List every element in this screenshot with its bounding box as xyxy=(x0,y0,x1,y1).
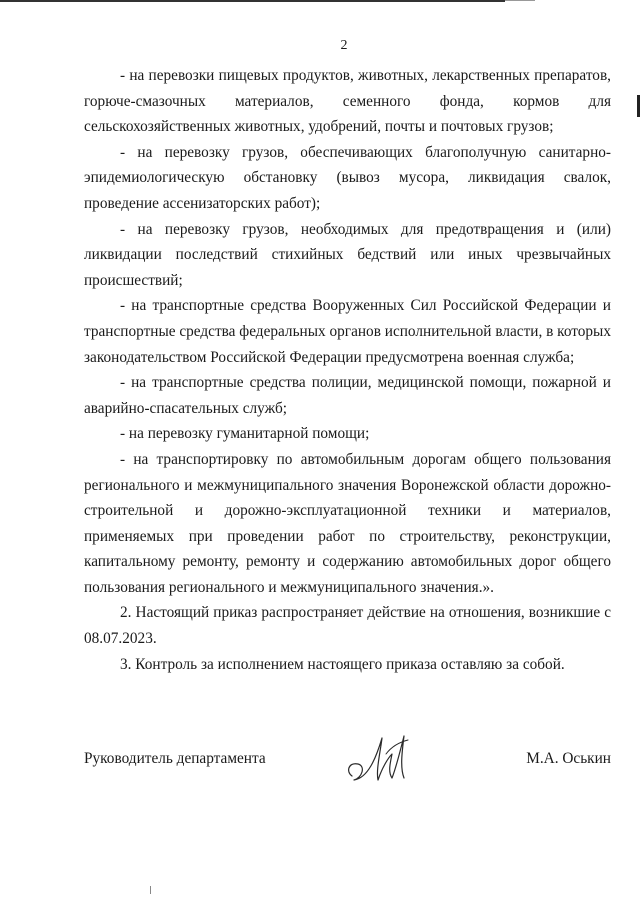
paragraph-sanitary-cargo: - на перевозку грузов, обеспечивающих благополучную санитарно-эпидемиологическую обстановку (вывоз мусора, ликвидация свалок, проведение ассенизаторских работ); xyxy=(84,143,611,212)
paragraph-humanitarian-aid: - на перевозку гуманитарной помощи; xyxy=(120,425,370,443)
top-edge-rule-tail xyxy=(505,0,535,1)
paragraph-armed-forces: - на транспортные средства Вооруженных Сил Российской Федерации и транспортные средства федеральных органов исполнительной власти, в которых законодательством Российской Федерации предусмотрена военная служба; xyxy=(84,297,611,366)
paragraph-food-transport: - на перевозки пищевых продуктов, животных, лекарственных препаратов, горюче-смазочных материалов, семенного фонда, кормов для сельскохозяйственных животных, удобрений, почты и почтовых грузов; xyxy=(84,67,611,136)
top-edge-rule xyxy=(0,0,505,2)
document-body xyxy=(84,63,611,677)
paragraph-effective-date: 2. Настоящий приказ распространяет действие на отношения, возникшие с 08.07.2023. xyxy=(84,604,611,648)
signature-block xyxy=(84,740,611,800)
bottom-scan-mark xyxy=(150,886,151,894)
handwritten-signature-icon xyxy=(342,728,432,788)
paragraph-control-clause: 3. Контроль за исполнением настоящего приказа оставляю за собой. xyxy=(120,655,565,673)
signatory-name: М.А. Оськин xyxy=(526,750,611,767)
signatory-title: Руководитель департамента xyxy=(84,750,266,767)
paragraph-emergency-cargo: - на перевозку грузов, необходимых для предотвращения и (или) ликвидации последствий стихийных бедствий или иных чрезвычайных происшествий; xyxy=(84,220,611,289)
paragraph-emergency-services: - на транспортные средства полиции, медицинской помощи, пожарной и аварийно-спасательных служб; xyxy=(84,374,611,417)
page-number: 2 xyxy=(340,38,348,53)
paragraph-road-equipment: - на транспортировку по автомобильным дорогам общего пользования регионального и межмуниципального значения Воронежской области дорожно-строительной и дорожно-эксплуатационной техники и материалов, применяемых при проведении работ по строительству, реконструкции, капитальному ремонту, ремонту и содержанию автомобильных дорог общего пользования регионального и межмуниципального значения.». xyxy=(84,450,611,596)
